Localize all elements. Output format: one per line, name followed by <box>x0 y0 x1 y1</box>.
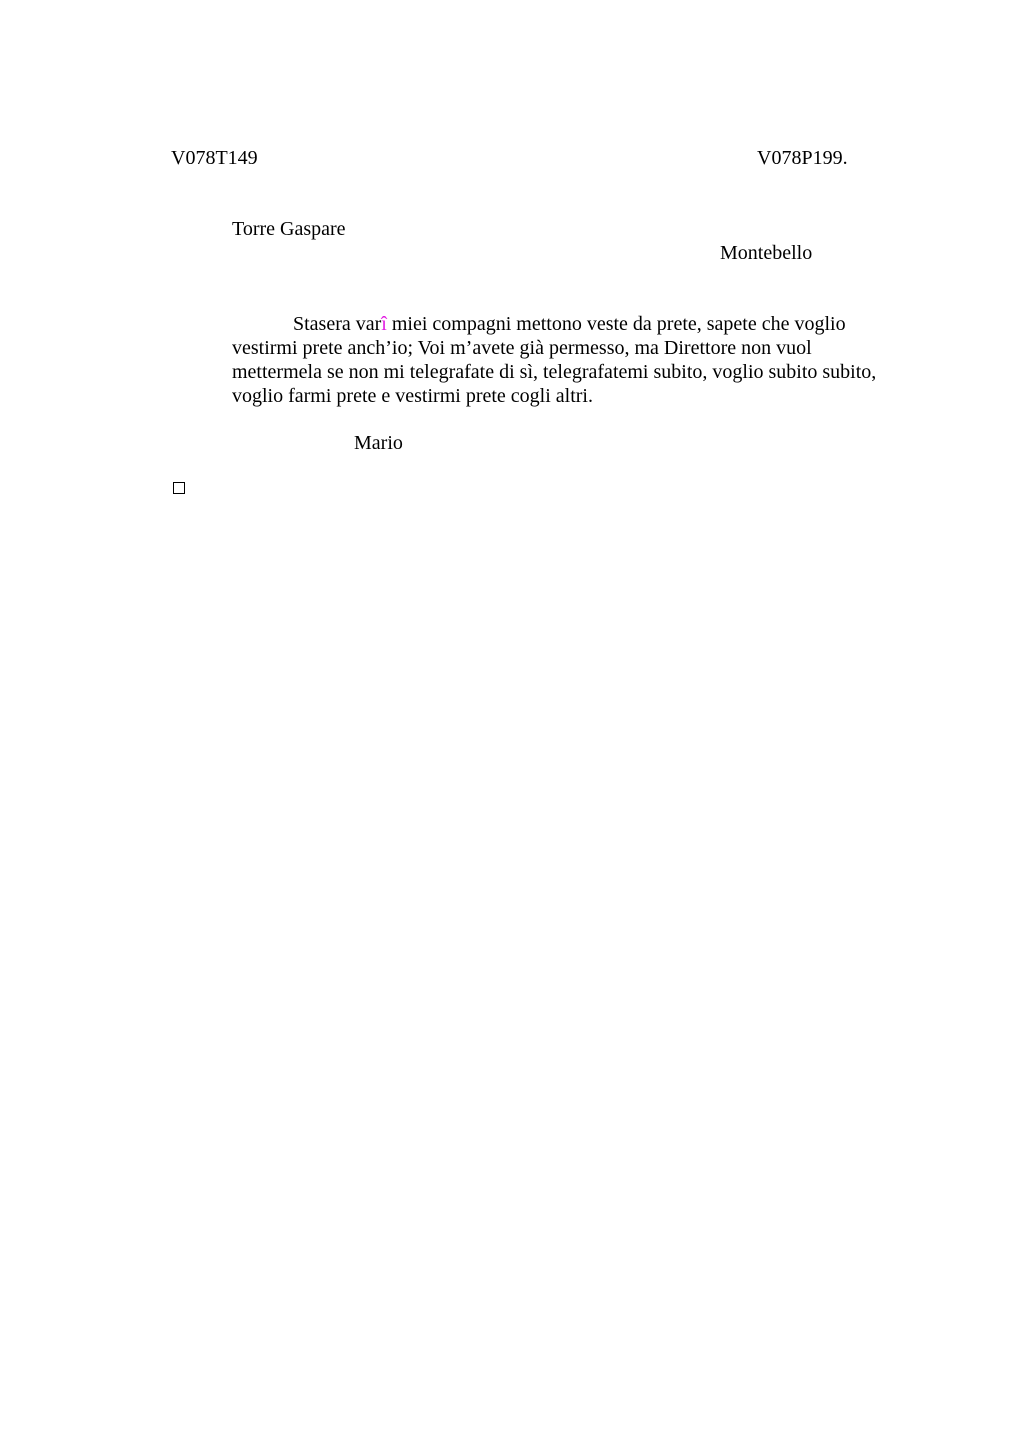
letter-signature: Mario <box>354 432 403 454</box>
letter-place: Montebello <box>720 242 813 264</box>
letter-body-line-1-start: Stasera var <box>293 313 382 335</box>
letter-body <box>232 312 904 408</box>
letter-sender: Torre Gaspare <box>232 218 346 240</box>
letter-body-line-1 <box>232 312 904 336</box>
highlighted-accent-character: î <box>381 313 387 335</box>
document-code-left: V078T149 <box>171 147 258 169</box>
document-code-right: V078P199. <box>757 147 848 169</box>
letter-body-line-2: vestirmi prete anch’io; Voi m’avete già permesso, ma Direttore non vuol <box>232 337 812 359</box>
empty-square-icon <box>173 482 185 494</box>
letter-body-line-4: voglio farmi prete e vestirmi prete cogli altri. <box>232 385 593 407</box>
letter-body-line-1-end: miei compagni mettono veste da prete, sapete che voglio <box>386 313 846 335</box>
letter-body-line-3: mettermela se non mi telegrafate di sì, telegrafatemi subito, voglio subito subito, <box>232 361 877 383</box>
